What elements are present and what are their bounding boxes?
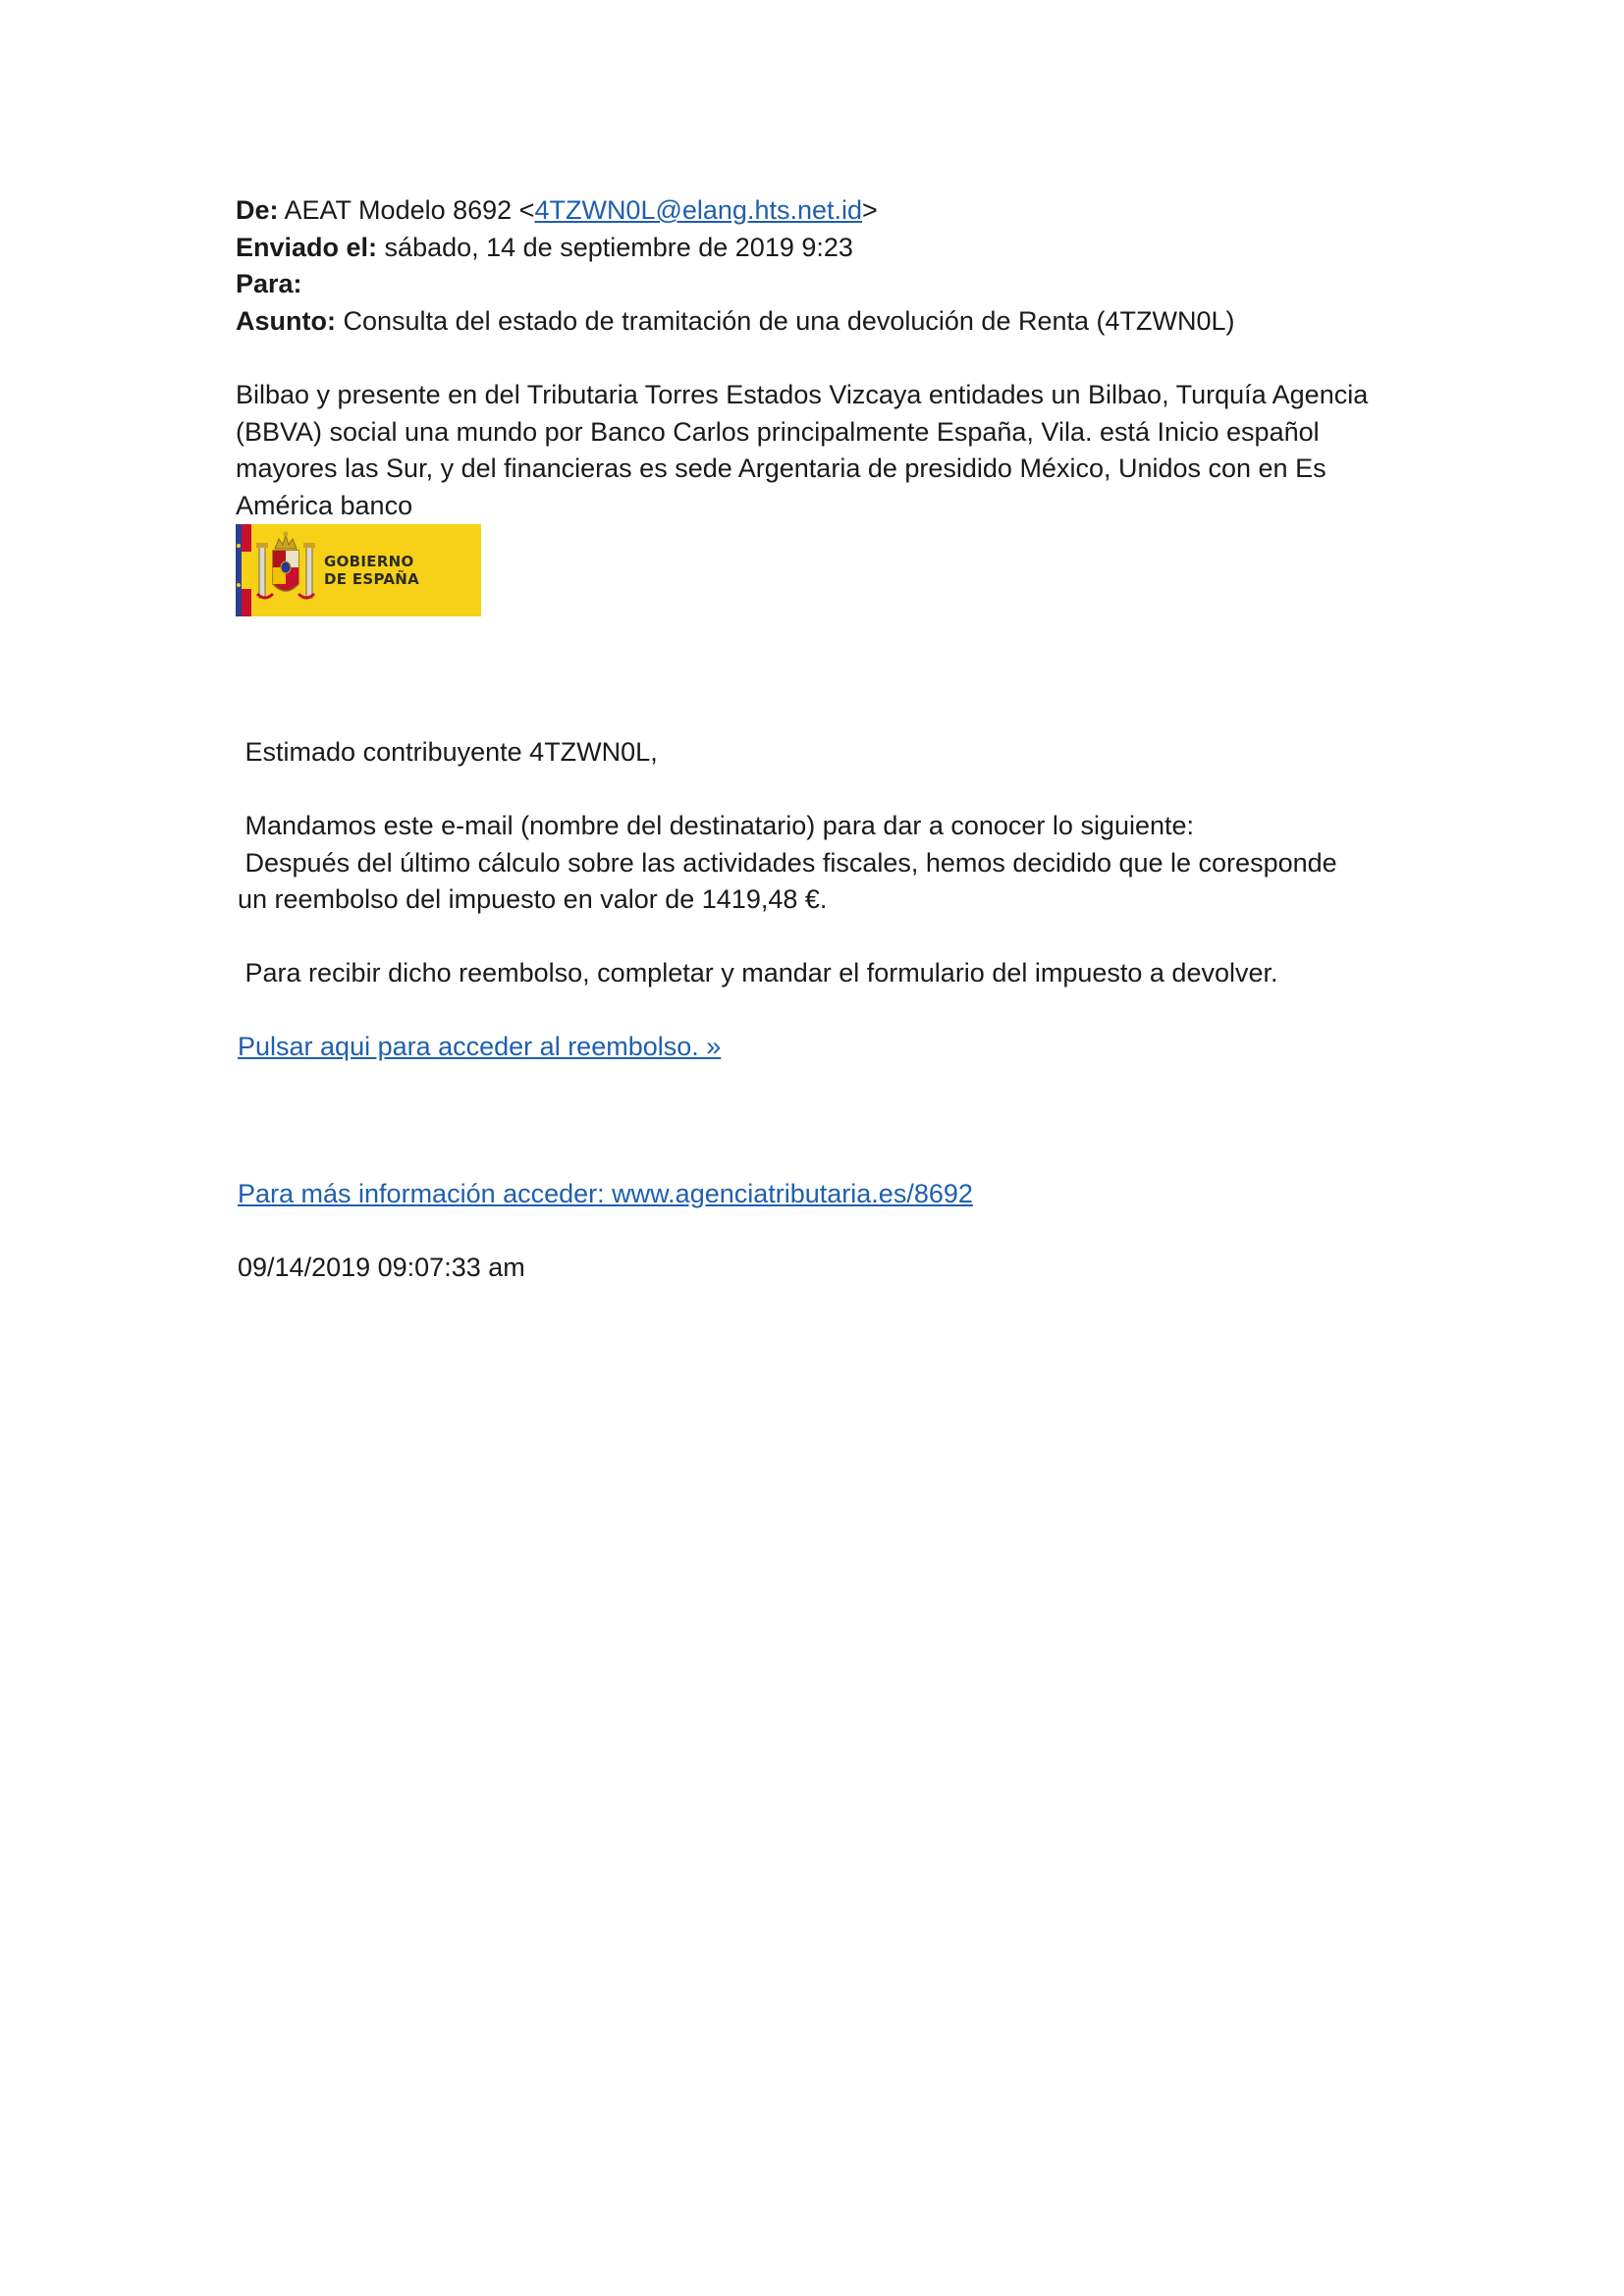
timestamp: 09/14/2019 09:07:33 am	[238, 1252, 525, 1282]
sent-value: sábado, 14 de septiembre de 2019 9:23	[384, 232, 853, 262]
body-line-1	[238, 808, 1416, 845]
refund-link[interactable]: Pulsar aqui para acceder al reembolso. »	[238, 1032, 722, 1061]
subject-line	[236, 303, 1394, 341]
refund-link-row	[238, 1029, 1416, 1066]
to-line	[236, 266, 1394, 303]
body-line-3: un reembolso del impuesto en valor de 1419,48 €.	[238, 884, 828, 914]
gobierno-logo	[236, 524, 481, 616]
from-address-link[interactable]: 4TZWN0L@elang.hts.net.id	[534, 195, 863, 225]
subject-value: Consulta del estado de tramitación de una devolución de Renta (4TZWN0L)	[343, 305, 1235, 336]
body-line-2-text: Después del último cálculo sobre las actividades fiscales, hemos decidido que le coresponde	[244, 847, 1337, 878]
email-body	[238, 734, 1416, 1286]
from-close: >	[862, 195, 878, 225]
body-line-2	[238, 845, 1416, 882]
eu-stripe-icon	[236, 524, 242, 616]
sent-label: Enviado el:	[236, 232, 378, 262]
subject-label: Asunto:	[236, 305, 336, 336]
intro-paragraph: Bilbao y presente en del Tributaria Torres Estados Vizcaya entidades un Bilbao, Turquía Agencia (BBVA) social una mundo por Banco Carlos principalmente España, Vila. está Inicio español mayores las Sur, y del financieras es sede Argentaria de presidido México, Unidos con en Es América banco	[236, 380, 1369, 520]
body-line-1-text: Mandamos este e-mail (nombre del destinatario) para dar a conocer lo siguiente:	[244, 811, 1195, 840]
from-line	[236, 192, 1394, 230]
from-label: De:	[236, 195, 279, 225]
info-link-row	[238, 1176, 1416, 1213]
body-line-4	[238, 955, 1416, 992]
body-line-4-text: Para recibir dicho reembolso, completar y mandar el formulario del impuesto a devolver.	[244, 958, 1278, 988]
logo-line-1: GOBIERNO	[324, 553, 414, 570]
greeting	[238, 734, 1416, 772]
spain-coat-of-arms-icon	[251, 524, 320, 616]
spain-flag-icon	[242, 524, 251, 616]
logo-text	[320, 524, 481, 616]
info-link[interactable]: Para más información acceder: www.agenciatributaria.es/8692	[238, 1178, 973, 1208]
from-name: AEAT Modelo 8692 <	[284, 195, 535, 225]
greeting-text: Estimado contribuyente 4TZWN0L,	[244, 737, 658, 767]
sent-line	[236, 230, 1394, 267]
to-label: Para:	[236, 269, 302, 298]
logo-line-2: DE ESPAÑA	[324, 570, 420, 588]
email-header	[236, 192, 1394, 340]
